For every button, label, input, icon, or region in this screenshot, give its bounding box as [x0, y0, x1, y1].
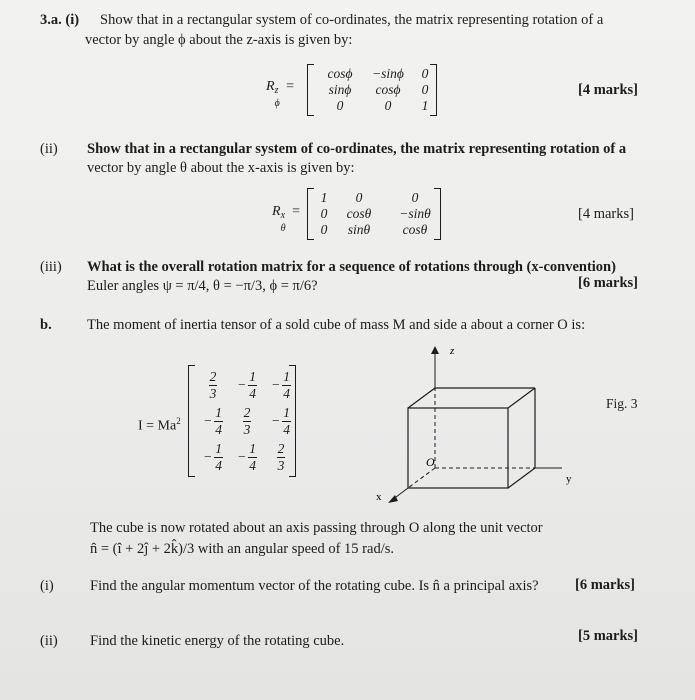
q3b-ii-marks: [5 marks] [578, 628, 639, 644]
rotation-text-line1: The cube is now rotated about an axis passing through O along the unit vector [90, 520, 543, 536]
tensor-fraction [282, 405, 291, 438]
rx-cell-1: 0 [355, 190, 363, 205]
tensor-sign: − [237, 449, 247, 464]
q3a-ii-label: (ii) [40, 141, 58, 157]
rz-cell-1: −sinϕ [372, 66, 404, 81]
rx-cell-4: cosθ [346, 206, 372, 221]
fraction-numerator: 2 [243, 404, 251, 420]
rx-cell-7: sinθ [347, 222, 371, 237]
q3a-i-text-line2: vector by angle ϕ about the z-axis is given by: [85, 32, 353, 48]
fraction-denominator: 4 [283, 385, 290, 401]
fraction-numerator: 1 [215, 440, 222, 456]
fraction-denominator: 4 [249, 385, 256, 401]
tensor-sign: − [271, 413, 281, 428]
tensor-fraction [277, 441, 286, 474]
rz-matrix [307, 64, 437, 116]
tensor-fraction [248, 369, 257, 402]
tensor-cell-0 [198, 367, 228, 403]
q3a-ii-marks: [4 marks] [578, 206, 634, 222]
figure-caption: Fig. 3 [606, 396, 638, 411]
tensor-cell-6 [198, 439, 228, 475]
tensor-fraction [243, 405, 252, 438]
q3b-ii-label: (ii) [40, 633, 58, 649]
rotation-text-line2: n̂ = (î + 2ĵ + 2k̂)/3 with an angular speed of 15 rad/s. [90, 541, 394, 557]
q3a-iii-text-line1: What is the overall rotation matrix for a sequence of rotations through (x-convention) [87, 259, 616, 275]
rz-cell-4: cosϕ [375, 82, 401, 97]
axis-y-label: y [566, 473, 572, 485]
fraction-numerator: 1 [249, 440, 256, 456]
q3b-label: b. [40, 317, 52, 333]
fraction-numerator: 2 [277, 440, 285, 456]
axis-x-label: x [376, 491, 382, 503]
tensor-cell-5 [266, 403, 296, 439]
tensor-cell-7 [228, 439, 266, 475]
tensor-fraction [248, 441, 257, 474]
q3a-ii-text-line2: vector by angle θ about the x-axis is given by: [87, 160, 355, 176]
fraction-numerator: 1 [215, 404, 222, 420]
q3b-text: The moment of inertia tensor of a sold cube of mass M and side a about a corner O is: [87, 317, 586, 333]
rx-cell-8: cosθ [402, 222, 428, 237]
tensor-fraction [214, 441, 223, 474]
rz-matrix-label: R z ϕ = [266, 79, 294, 109]
rz-cell-8: 1 [421, 98, 429, 113]
fraction-numerator: 2 [209, 368, 217, 384]
rz-cell-3: sinϕ [328, 82, 352, 97]
cube-figure [370, 340, 590, 508]
fraction-denominator: 4 [283, 421, 290, 437]
q3a-iii-text-line2: Euler angles ψ = π/4, θ = −π/3, ϕ = π/6? [87, 278, 318, 294]
origin-label: O [426, 455, 435, 469]
fraction-denominator: 4 [215, 457, 222, 473]
fraction-numerator: 1 [249, 368, 256, 384]
tensor-sign: − [203, 449, 213, 464]
tensor-cell-2 [266, 367, 296, 403]
fraction-denominator: 3 [243, 421, 251, 437]
fraction-numerator: 1 [283, 368, 290, 384]
tensor-sign: − [271, 377, 281, 392]
tensor-fraction [209, 369, 218, 402]
inertia-tensor [188, 365, 296, 477]
fraction-denominator: 3 [209, 385, 217, 401]
q3a-i-text-line1: Show that in a rectangular system of co-ordinates, the matrix representing rotation of a [100, 12, 604, 28]
tensor-cell-8 [266, 439, 296, 475]
rx-cell-6: 0 [320, 222, 328, 237]
axis-z-label: z [450, 345, 455, 357]
rx-cell-0: 1 [320, 190, 328, 205]
fraction-denominator: 4 [215, 421, 222, 437]
q3b-ii-text: Find the kinetic energy of the rotating cube. [90, 633, 345, 649]
rx-cell-3: 0 [320, 206, 328, 221]
tensor-fraction [282, 369, 291, 402]
q3b-i-text: Find the angular momentum vector of the rotating cube. Is n̂ a principal axis? [90, 578, 539, 594]
rx-cell-2: 0 [411, 190, 419, 205]
rz-cell-6: 0 [336, 98, 344, 113]
tensor-cell-1 [228, 367, 266, 403]
fraction-denominator: 3 [277, 457, 285, 473]
rx-cell-5: −sinθ [399, 206, 431, 221]
q3a-ii-text-line1: Show that in a rectangular system of co-ordinates, the matrix representing rotation of a [87, 141, 627, 157]
q3a-iii-label: (iii) [40, 259, 62, 275]
tensor-cell-4 [228, 403, 266, 439]
q3b-i-label: (i) [40, 578, 54, 594]
fraction-denominator: 4 [249, 457, 256, 473]
tensor-sign: − [203, 413, 213, 428]
rx-matrix-label: R x θ = [272, 204, 300, 234]
rz-cell-2: 0 [421, 66, 429, 81]
rx-matrix [307, 188, 441, 240]
inertia-label: $I = Ma^2$ [138, 416, 181, 434]
fraction-numerator: 1 [283, 404, 290, 420]
tensor-fraction [214, 405, 223, 438]
rz-cell-0: cosϕ [327, 66, 353, 81]
tensor-sign: − [237, 377, 247, 392]
q3a-i-marks: [4 marks] [578, 82, 639, 98]
q3a-i-label: 3.a. (i) [40, 12, 80, 28]
rz-cell-7: 0 [384, 98, 392, 113]
rz-cell-5: 0 [421, 82, 429, 97]
tensor-cell-3 [198, 403, 228, 439]
q3a-iii-marks: [6 marks] [578, 275, 639, 291]
q3b-i-marks: [6 marks] [575, 577, 636, 593]
